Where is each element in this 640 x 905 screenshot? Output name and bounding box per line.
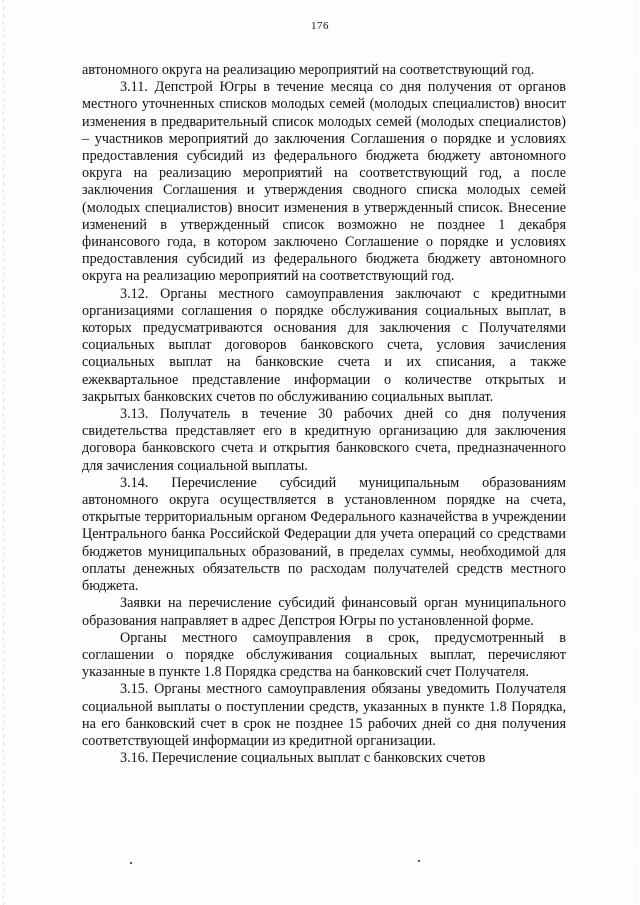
scan-speck-left <box>130 862 132 864</box>
scan-edge-left <box>3 0 4 905</box>
paragraph-3-14-transfer: Органы местного самоуправления в срок, предусмотренный в соглашении о порядке обслуживания социальных выплат, перечисляют указанные в пункте 1.8 Порядка средства на банковский счет Получателя. <box>82 629 566 681</box>
paragraph-continuation: автономного округа на реализацию мероприятий на соответствующий год. <box>82 62 535 78</box>
paragraph-3-16: 3.16. Перечисление социальных выплат с банковских счетов <box>120 750 486 767</box>
paragraph-3-13: 3.13. Получатель в течение 30 рабочих дней со дня получения свидетельства представляет его в кредитную организацию для заключения договора банковского счета и открытия банковского счета, предназначенного для зачисления социальной выплаты. <box>82 406 566 474</box>
paragraph-3-14-applications: Заявки на перечисление субсидий финансовый орган муниципального образования направляет в адрес Депстроя Югры по установленной форме. <box>82 595 566 629</box>
paragraph-3-15: 3.15. Органы местного самоуправления обязаны уведомить Получателя социальной выплаты о поступлении средств, указанных в пункте 1.8 Порядка, на его банковский счет в срок не позднее 15 рабочих дней со дня получения соответствующей информации из кредитной организации. <box>82 681 566 749</box>
page-number: 176 <box>311 20 329 32</box>
document-body <box>82 62 566 767</box>
scan-edge-right <box>636 0 637 905</box>
paragraph-3-11: 3.11. Депстрой Югры в течение месяца со дня получения от органов местного уточненных списков молодых семей (молодых специалистов) вносит изменения в предварительный список молодых семей (молодых специалистов) – участников мероприятий до заключения Соглашения о порядке и условиях предоставления субсидий из федерального бюджета бюджету автономного округа на реализацию мероприятий на соответствующий год, а после заключения Соглашения и утверждения сводного списка молодых семей (молодых специалистов) вносит изменения в утвержденный список. Внесение изменений в утвержденный список возможно не позднее 1 декабря финансового года, в котором заключено Соглашение о порядке и условиях предоставления субсидий из федерального бюджета бюджету автономного округа на реализацию мероприятий на соответствующий год. <box>82 79 566 285</box>
paragraph-3-12: 3.12. Органы местного самоуправления заключают с кредитными организациями соглашения о порядке обслуживания социальных выплат, в которых предусматриваются основания для заключения с Получателями социальных выплат договоров банковского счета, условия зачисления социальных выплат на банковские счета и их списания, а также ежеквартальное представление информации о количестве открытых и закрытых банковских счетов по обслуживанию социальных выплат. <box>82 285 566 405</box>
scan-speck-right <box>418 860 420 862</box>
paragraph-3-14: 3.14. Перечисление субсидий муниципальным образованиям автономного округа осуществляется в установленном порядке на счета, открытые территориальным органом Федерального казначейства в учреждении Центрального банка Российской Федерации для учета операций со средствами бюджетов муниципальных образований, в пределах суммы, необходимой для оплаты денежных обязательств по расходам получателей средств местного бюджета. <box>82 474 566 595</box>
